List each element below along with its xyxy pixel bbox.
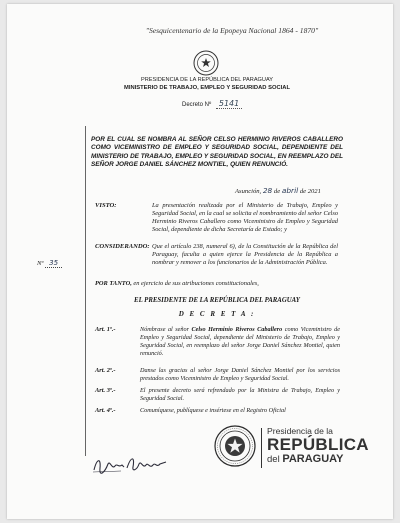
logo-line-3-b: PARAGUAY — [282, 453, 344, 465]
article-3-label: Art. 3º.- — [95, 387, 116, 394]
date-prefix: Asunción, — [235, 188, 262, 195]
article-4-text: Comuníquese, publíquese e insértese en el Registro Oficial — [140, 407, 286, 414]
article-2-label: Art. 2º.- — [95, 367, 116, 374]
margin-rule — [85, 126, 86, 456]
logo-line-1: Presidencia de la — [267, 426, 333, 436]
article-4-label: Art. 4º.- — [95, 407, 116, 414]
visto-label: VISTO: — [95, 202, 117, 209]
date-month: abril — [281, 186, 299, 195]
article-1-text-b: como Viceministro de Empleo y Seguridad Social, dependiente del Ministerio de Trabajo, Empleo y Seguridad Social, en reemplazo del señor Jorge Daniel Sánchez Montiel, quien renunció. — [140, 326, 340, 357]
considerando-label: CONSIDERANDO: — [95, 243, 150, 250]
article-3-text: El presente decreto será refrendado por la Ministra de Trabajo, Empleo y Seguridad Social. — [140, 387, 340, 402]
margin-number-value: 35 — [45, 259, 62, 268]
decreto-number-line — [182, 99, 242, 108]
signature-image — [91, 452, 169, 478]
decreto-number: 5141 — [216, 99, 242, 109]
article-1-name: Celso Herminio Riveros Caballero — [191, 326, 283, 333]
margin-number-label: Nº — [37, 260, 44, 267]
logo-line-3 — [267, 453, 377, 465]
por-tanto-text: en ejercicio de sus atribuciones constitucionales, — [133, 280, 259, 287]
decree-title: POR EL CUAL SE NOMBRA AL SEÑOR CELSO HERMINIO RIVEROS CABALLERO COMO VICEMINISTRO DE EMPLEO Y SEGURIDAD SOCIAL, DEPENDIENTE DEL MINISTERIO DE TRABAJO, EMPLEO Y SEGURIDAD SOCIAL, EN REEMPLAZO DEL SEÑOR JORGE DANIEL SÁNCHEZ MONTIEL, QUIEN RENUNCIÓ. — [91, 136, 343, 169]
visto-text: La presentación realizada por el Ministerio de Trabajo, Empleo y Seguridad Social, en la cual se solicita el nombramiento del señor Celso Herminio Riveros Caballero como Viceministro de Empleo y Seguridad Social, dependiente de dicha Secretaría de Estado; y — [152, 202, 339, 233]
por-tanto-label: POR TANTO, — [95, 280, 132, 287]
logo-divider — [261, 428, 262, 468]
margin-number — [37, 259, 62, 267]
presidencia-logo — [267, 426, 377, 465]
el-presidente-heading: EL PRESIDENTE DE LA REPÚBLICA DEL PARAGUAY — [134, 297, 300, 304]
article-2-text: Danse las gracias al señor Jorge Daniel Sánchez Montiel por los servicios prestados como Viceministro de Empleo y Seguridad Social. — [140, 367, 340, 382]
date-line — [235, 186, 321, 195]
logo-line-3-a: del — [267, 454, 283, 465]
presidencia-heading: PRESIDENCIA DE LA REPÚBLICA DEL PARAGUAY — [140, 77, 273, 83]
document-page — [7, 4, 393, 519]
national-seal-icon — [193, 50, 219, 76]
ministerio-heading: MINISTERIO DE TRABAJO, EMPLEO Y SEGURIDAD SOCIAL — [124, 85, 290, 91]
epopeya-heading: "Sesquicentenario de la Epopeya Nacional 1864 - 1870" — [145, 26, 319, 35]
article-1-text — [140, 326, 340, 358]
logo-line-2: REPÚBLICA — [267, 435, 369, 454]
article-1-text-a: Nómbrase al señor — [140, 326, 192, 333]
decreto-label: Decreto Nº — [182, 102, 212, 108]
por-tanto-line — [95, 280, 345, 287]
date-de: de — [273, 188, 281, 195]
considerando-text: Que el artículo 238, numeral 6), de la Constitución de la República del Paraguay, faculta a quien ejerce la Presidencia de la República a nombrar y remover a los funcionarios de la Administración Pública. — [152, 243, 338, 266]
article-1-label: Art. 1º.- — [95, 326, 116, 333]
decreta-heading: D E C R E T A : — [178, 310, 256, 318]
date-day: 28 — [262, 186, 273, 195]
date-year: de 2021 — [299, 188, 321, 195]
presidential-seal-icon — [214, 425, 256, 467]
